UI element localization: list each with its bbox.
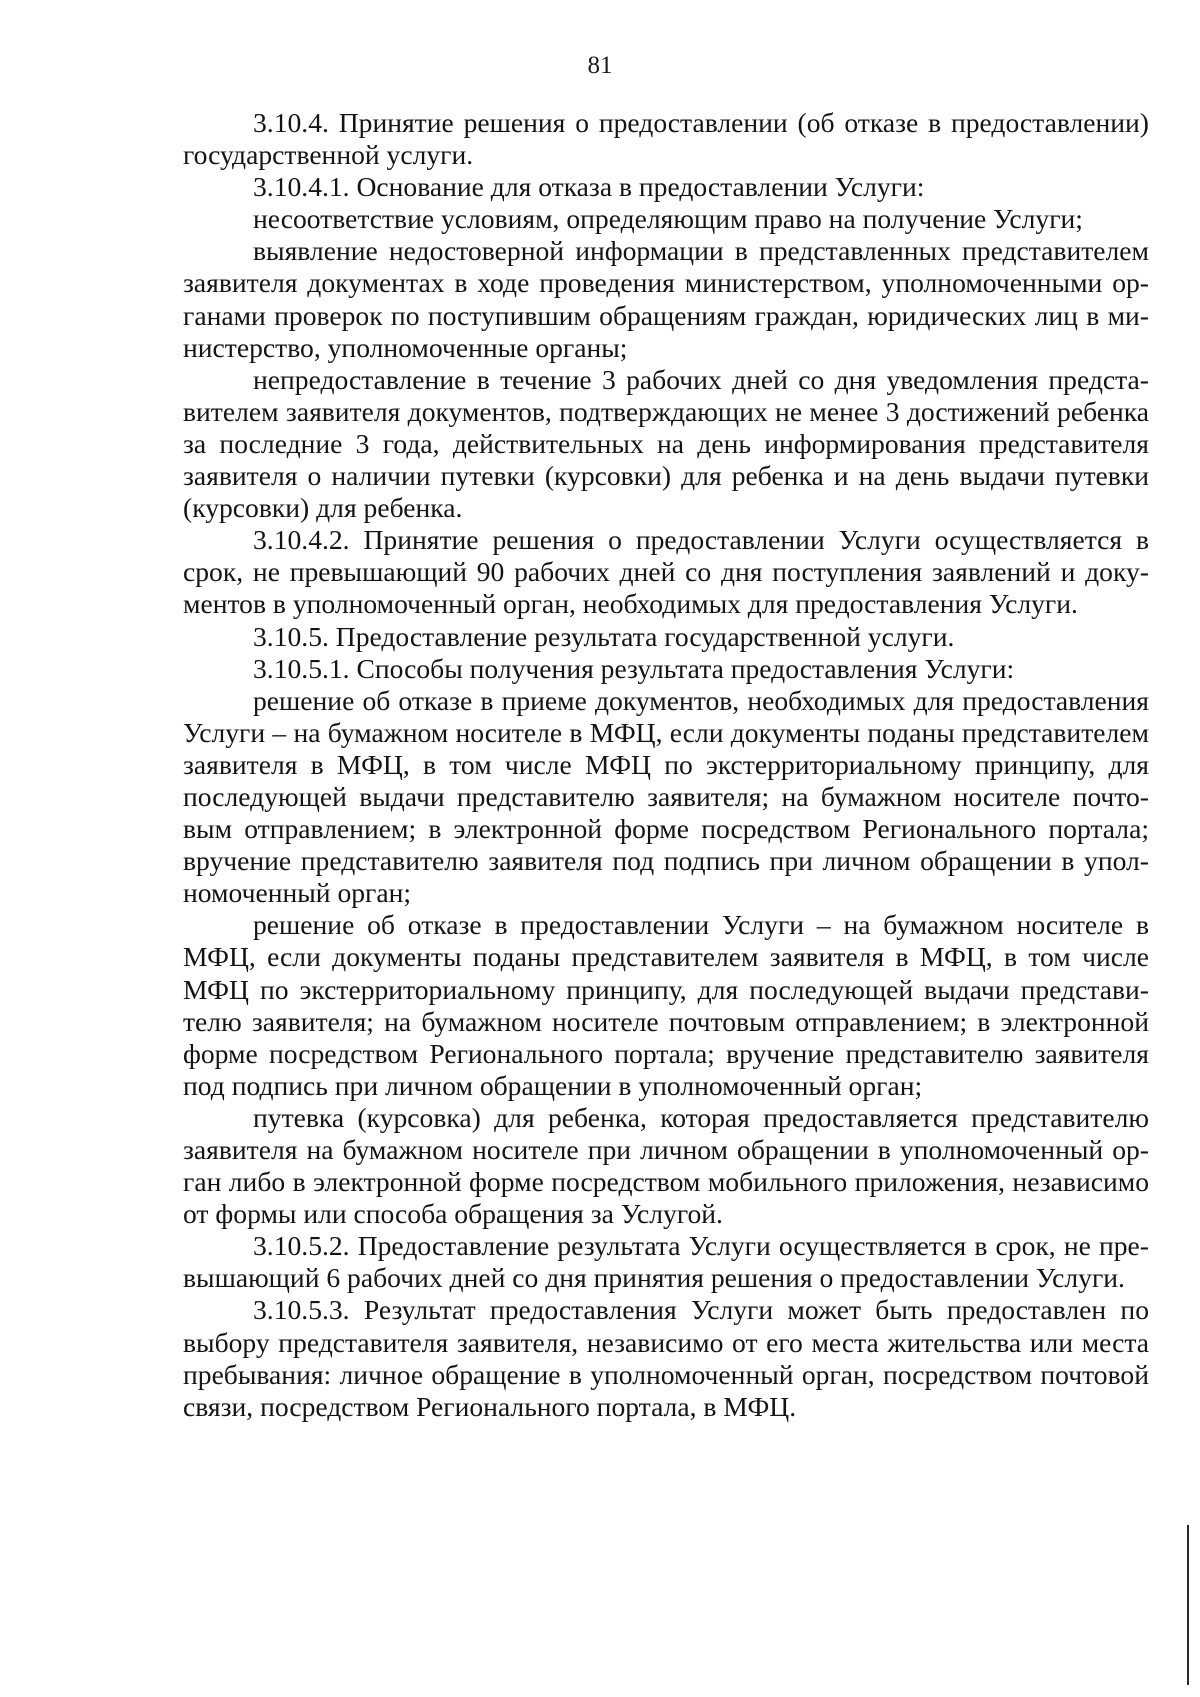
paragraph-3-10-5: 3.10.5. Предоставление результата государственной услуги.: [253, 620, 955, 652]
paragraph-3-10-4-2: 3.10.4.2. Принятие решения о предоставлении Услуги осуществляется в срок, не превышающий 90 рабочих дней со дня поступления заявлений и документов в уполномоченный орган, необходимых для предоставления Услуги.: [183, 524, 1149, 620]
paragraph-refusal-ground-1: несоответствие условиям, определяющим право на получение Услуги;: [253, 203, 1083, 235]
document-body: [183, 107, 1149, 1423]
paragraph-result-method-2: решение об отказе в предоставлении Услуги – на бумажном носителе в МФЦ, если документы поданы представителем заявителя в МФЦ, в том числе МФЦ по экстерриториальному принципу, для последующей выдачи представителю заявителя; на бумажном носителе почтовым отправлением; в электронной форме посредством Регионального портала; вручение представителю заявителя под подпись при личном обращении в уполномоченный орган;: [183, 909, 1149, 1101]
scan-edge-mark: [1187, 1525, 1189, 1685]
paragraph-3-10-4: 3.10.4. Принятие решения о предоставлении (об отказе в предоставлении) государственной услуги.: [183, 107, 1149, 171]
paragraph-refusal-ground-2: выявление недостоверной информации в представленных представителем заявителя документах в ходе проведения министерством, уполномоченными органами проверок по поступившим обращениям граждан, юридических лиц в министерство, уполномоченные органы;: [183, 235, 1149, 363]
paragraph-refusal-ground-3: непредоставление в течение 3 рабочих дней со дня уведомления представителем заявителя документов, подтверждающих не менее 3 достижений ребенка за последние 3 года, действительных на день информирования представителя заявителя о наличии путевки (курсовки) для ребенка и на день выдачи путевки (курсовки) для ребенка.: [183, 363, 1149, 524]
paragraph-result-method-1: решение об отказе в приеме документов, необходимых для предоставления Услуги – на бумажном носителе в МФЦ, если документы поданы представителем заявителя в МФЦ, в том числе МФЦ по экстерриториальному принципу, для последующей выдачи представителю заявителя; на бумажном носителе почтовым отправлением; в электронной форме посредством Регионального портала; вручение представителю заявителя под подпись при личном обращении в уполномоченный орган;: [183, 684, 1149, 909]
paragraph-3-10-5-1: 3.10.5.1. Способы получения результата предоставления Услуги:: [253, 652, 1015, 684]
page-number: 81: [587, 52, 613, 79]
paragraph-3-10-5-2: 3.10.5.2. Предоставление результата Услуги осуществляется в срок, не превышающий 6 рабочих дней со дня принятия решения о предоставлении Услуги.: [183, 1230, 1149, 1294]
paragraph-3-10-5-3: 3.10.5.3. Результат предоставления Услуги может быть предоставлен по выбору представителя заявителя, независимо от его места жительства или места пребывания: личное обращение в уполномоченный орган, посредством почтовой связи, посредством Регионального портала, в МФЦ.: [183, 1294, 1149, 1422]
paragraph-result-method-3: путевка (курсовка) для ребенка, которая предоставляется представителю заявителя на бумажном носителе при личном обращении в уполномоченный орган либо в электронной форме посредством мобильного приложения, независимо от формы или способа обращения за Услугой.: [183, 1101, 1149, 1230]
paragraph-3-10-4-1: 3.10.4.1. Основание для отказа в предоставлении Услуги:: [253, 171, 925, 203]
